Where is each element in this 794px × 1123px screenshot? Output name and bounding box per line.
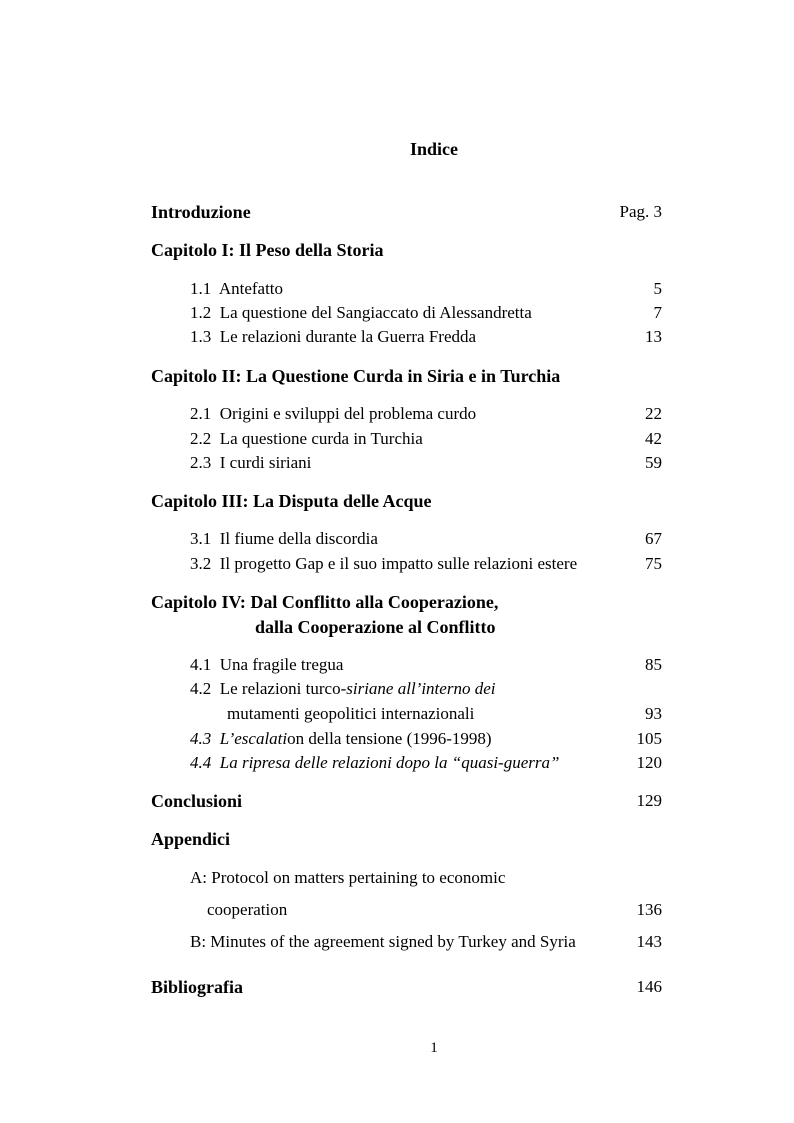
toc-entry-page: 67	[645, 529, 662, 548]
page-number: 1	[430, 1040, 438, 1056]
toc-entry-page: 5	[653, 279, 662, 298]
toc-page-bibliografia: 146	[636, 977, 662, 996]
toc-entry: 4.2 Le relazioni turco-siriane all’interno dei	[190, 679, 496, 698]
page-title: Indice	[409, 139, 458, 159]
toc-entry-page: 22	[645, 404, 662, 423]
toc-entry-page: 85	[645, 655, 662, 674]
toc-appendix-a: A: Protocol on matters pertaining to economic	[190, 868, 506, 887]
toc-appendix-a-continuation: cooperation	[207, 900, 288, 919]
toc-entry: 1.3 Le relazioni durante la Guerra Fredda	[190, 327, 477, 346]
toc-entry: 2.2 La questione curda in Turchia	[190, 429, 423, 448]
toc-entry-page: 143	[636, 932, 662, 951]
toc-page-conclusioni: 129	[636, 791, 662, 810]
toc-entry: 4.3 L’escalation della tensione (1996-1998)	[190, 729, 492, 748]
toc-heading-appendici: Appendici	[151, 829, 231, 849]
toc-appendix-b: B: Minutes of the agreement signed by Turkey and Syria	[190, 932, 576, 951]
toc-entry-page: 7	[653, 303, 662, 322]
toc-entry: 2.1 Origini e sviluppi del problema curdo	[190, 404, 477, 423]
toc-heading-conclusioni: Conclusioni	[151, 791, 243, 811]
toc-entry: 1.1 Antefatto	[190, 279, 284, 298]
toc-entry-page: 93	[645, 704, 662, 723]
toc-heading-capitolo-3: Capitolo III: La Disputa delle Acque	[151, 491, 432, 511]
toc-heading-capitolo-2: Capitolo II: La Questione Curda in Siria e in Turchia	[151, 366, 561, 386]
toc-heading-introduzione: Introduzione	[151, 202, 251, 222]
toc-entry-page: 136	[636, 900, 662, 919]
toc-entry-page: 42	[645, 429, 662, 448]
toc-entry-continuation: mutamenti geopolitici internazionali	[227, 704, 475, 723]
toc-heading-capitolo-1: Capitolo I: Il Peso della Storia	[151, 240, 384, 260]
toc-entry: 3.1 Il fiume della discordia	[190, 529, 378, 548]
toc-heading-capitolo-4: Capitolo IV: Dal Conflitto alla Cooperazione,	[151, 592, 499, 612]
toc-heading-bibliografia: Bibliografia	[151, 977, 244, 997]
toc-heading-capitolo-4-line2: dalla Cooperazione al Conflitto	[255, 617, 496, 637]
toc-entry-page: 13	[645, 327, 662, 346]
toc-entry: 3.2 Il progetto Gap e il suo impatto sulle relazioni estere	[190, 554, 578, 573]
toc-page-introduzione: Pag. 3	[619, 202, 662, 221]
toc-entry: 2.3 I curdi siriani	[190, 453, 312, 472]
toc-entry-page: 120	[636, 753, 662, 772]
toc-entry: 4.1 Una fragile tregua	[190, 655, 344, 674]
toc-entry: 1.2 La questione del Sangiaccato di Alessandretta	[190, 303, 532, 322]
toc-entry: 4.4 La ripresa delle relazioni dopo la “quasi-guerra”	[190, 753, 560, 772]
toc-entry-page: 75	[645, 554, 662, 573]
toc-entry-page: 59	[645, 453, 662, 472]
toc-entry-page: 105	[636, 729, 662, 748]
